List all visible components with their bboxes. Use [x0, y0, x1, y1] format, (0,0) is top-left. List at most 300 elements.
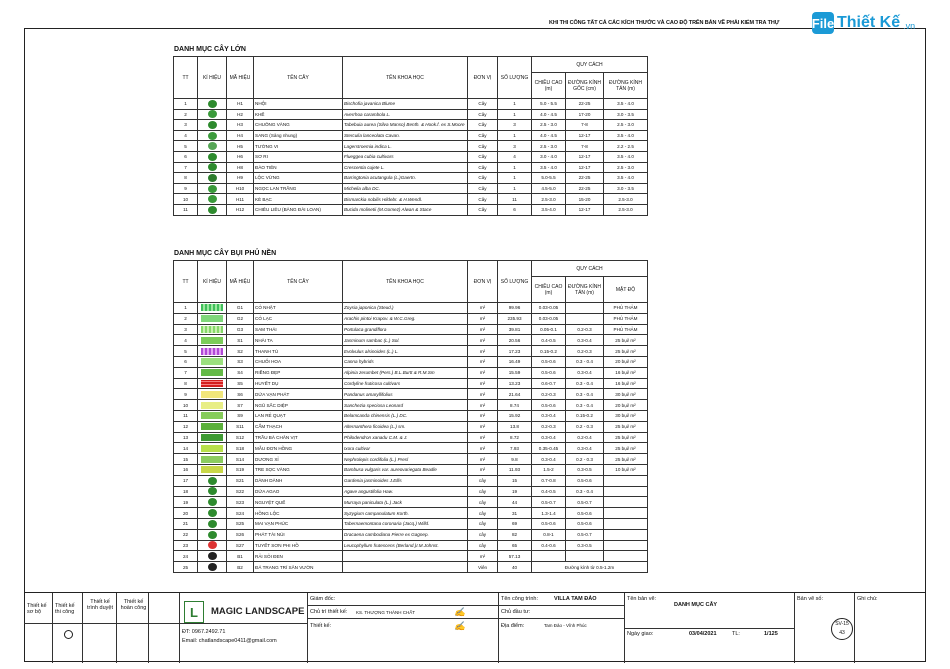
cell-symbol — [198, 421, 227, 432]
cell-tt: 5 — [174, 141, 198, 152]
cell-code: S26 — [227, 529, 254, 540]
cell-spec-2: 0.5-0.6 — [566, 508, 604, 519]
table-row — [174, 324, 648, 335]
cell-spec-3: 2.5 - 3.0 — [604, 120, 648, 131]
col-symbol: KÍ HIỆU — [198, 261, 227, 303]
cell-spec-2: 22-25 — [566, 173, 604, 184]
cell-qty: 1 — [498, 162, 532, 173]
plant-symbol-icon — [208, 541, 217, 549]
cell-qty: 1 — [498, 183, 532, 194]
cell-unit: cây — [468, 486, 498, 497]
cell-name: SƠ RI — [254, 151, 343, 162]
cell-spec-1: 2.5 - 3.0 — [532, 141, 566, 152]
cell-spec-1: 0.4-0.5 — [532, 335, 566, 346]
cell-code: H2 — [227, 109, 254, 120]
cell-scientific: Bucida molinetii (M.Gomez) Alwan & Stace — [343, 204, 468, 215]
cell-code: S21 — [227, 475, 254, 486]
cell-qty: 8.74 — [498, 400, 532, 411]
cell-name: TUYẾT SƠN PHI HỒ — [254, 540, 343, 551]
cell-spec-3: 25 bụi/ m² — [604, 335, 648, 346]
cell-tt: 16 — [174, 464, 198, 475]
plant-symbol-icon — [201, 304, 223, 311]
cell-name: KHẾ — [254, 109, 343, 120]
cell-unit: m² — [468, 346, 498, 357]
cell-name: DỨA AGAO — [254, 486, 343, 497]
cell-code: H3 — [227, 120, 254, 131]
plant-symbol-icon — [201, 315, 223, 322]
stage-approval: Thiết kế trình duyệt — [87, 599, 113, 611]
table-row — [174, 529, 648, 540]
cell-name: MẪU ĐƠN HỒNG — [254, 443, 343, 454]
cell-spec-3: 3.5 - 4.0 — [604, 151, 648, 162]
cell-scientific: Lagerstroemia indica L. — [343, 141, 468, 152]
company-phone: ĐT: 0967.2492.71 — [182, 629, 226, 635]
cell-scientific: Alpinia zerumbet (Pers.) B.L.Burtt & R.M.Sm — [343, 367, 468, 378]
cell-scientific: Agave angustifolia Haw. — [343, 486, 468, 497]
table-row — [174, 346, 648, 357]
cell-unit: cây — [468, 508, 498, 519]
cell-code: S3 — [227, 356, 254, 367]
plant-symbol-icon — [208, 100, 217, 108]
cell-unit: Cây — [468, 141, 498, 152]
cell-symbol — [198, 464, 227, 475]
table-row — [174, 562, 648, 573]
cell-name: SAM THÁI — [254, 324, 343, 335]
cell-spec-2: 0.15-0.2 — [566, 410, 604, 421]
cell-code: G3 — [227, 324, 254, 335]
cell-symbol — [198, 99, 227, 110]
cell-spec-1: 4.5-5.0 — [532, 183, 566, 194]
cell-unit: cây — [468, 529, 498, 540]
cell-unit: m² — [468, 400, 498, 411]
plant-symbol-icon — [208, 520, 217, 528]
cell-spec-1: 0.8-1 — [532, 529, 566, 540]
top-note: KHI THI CÔNG TẤT CẢ CÁC KÍCH THƯỚC VÀ CAO ĐỘ TRÊN BẢN VẼ PHẢI KIỂM TRA THỰ — [549, 20, 780, 26]
cell-spec-2: 22-25 — [566, 99, 604, 110]
scale-label: TL: — [732, 631, 740, 637]
cell-symbol — [198, 454, 227, 465]
table-row — [174, 120, 648, 131]
plant-symbol-icon — [208, 563, 217, 571]
cell-spec-2: 0.3-0.4 — [566, 335, 604, 346]
cell-unit: m² — [468, 432, 498, 443]
plant-symbol-icon — [201, 369, 223, 376]
cell-spec-2: 0.3-0.4 — [566, 443, 604, 454]
cell-qty: 3 — [498, 120, 532, 131]
cell-unit: cây — [468, 518, 498, 529]
plant-symbol-icon — [208, 174, 217, 182]
cell-scientific: Nephrolepis cordifolia (L.) Presl — [343, 454, 468, 465]
cell-name: CỎ LẠC — [254, 313, 343, 324]
cell-spec-1: 1.3-1.4 — [532, 508, 566, 519]
cell-symbol — [198, 562, 227, 573]
cell-qty: 7.93 — [498, 443, 532, 454]
cell-tt: 4 — [174, 335, 198, 346]
cell-qty: 6 — [498, 204, 532, 215]
plant-symbol-icon — [208, 132, 217, 140]
cell-unit: m² — [468, 421, 498, 432]
cell-tt: 18 — [174, 486, 198, 497]
cell-symbol — [198, 335, 227, 346]
cell-unit: Cây — [468, 204, 498, 215]
cell-qty: 17.23 — [498, 346, 532, 357]
cell-code: S14 — [227, 454, 254, 465]
cell-spec-1: 0.4-0.5 — [532, 486, 566, 497]
watermark-suffix: .vn — [903, 21, 916, 31]
cell-code: S1 — [227, 335, 254, 346]
cell-symbol — [198, 486, 227, 497]
cell-spec-2: 12-17 — [566, 162, 604, 173]
director-label: Giám đốc: — [310, 596, 336, 602]
cell-unit: m² — [468, 303, 498, 314]
shrub-table — [173, 260, 648, 573]
cell-name: HỒNG LỘC — [254, 508, 343, 519]
cell-symbol — [198, 313, 227, 324]
cell-code: S6 — [227, 389, 254, 400]
cell-unit: cây — [468, 497, 498, 508]
cell-scientific: Syzygium campanulatum Korth. — [343, 508, 468, 519]
cell-tt: 13 — [174, 432, 198, 443]
cell-tt: 7 — [174, 162, 198, 173]
table-row — [174, 313, 648, 324]
cell-spec-1: 3.0 - 4.0 — [532, 151, 566, 162]
cell-spec-1: 3.5-4.0 — [532, 204, 566, 215]
cell-spec-1: Đường kính từ 0.5-1.2m — [532, 562, 648, 573]
plant-symbol-icon — [208, 498, 217, 506]
cell-code: S11 — [227, 421, 254, 432]
cell-unit: cây — [468, 540, 498, 551]
cell-code: H5 — [227, 141, 254, 152]
table-row — [174, 173, 648, 184]
cell-spec-3: 20 bụi/ m² — [604, 400, 648, 411]
cell-spec-3 — [604, 518, 648, 529]
cell-spec-3: 2.5-3.0 — [604, 204, 648, 215]
cell-code: S12 — [227, 432, 254, 443]
cell-code: S25 — [227, 518, 254, 529]
cell-symbol — [198, 540, 227, 551]
cell-code: H11 — [227, 194, 254, 205]
cell-qty: 235.93 — [498, 313, 532, 324]
table-row — [174, 497, 648, 508]
cell-name: CỎ NHẬT — [254, 303, 343, 314]
cell-spec-3: 10 bụi/ m² — [604, 464, 648, 475]
cell-scientific: Dracaena cambodiana Pierre ex Gagnep. — [343, 529, 468, 540]
cell-spec-2: 0.2 - 0.3 — [566, 421, 604, 432]
cell-scientific: Jasminum sambac (L.) Sol. — [343, 335, 468, 346]
cell-spec-1: 0.3-0.4 — [532, 432, 566, 443]
cell-qty: 69 — [498, 518, 532, 529]
cell-scientific: Belamcanda chinensis (L.) DC. — [343, 410, 468, 421]
cell-tt: 2 — [174, 313, 198, 324]
cell-spec-2: 7-8 — [566, 120, 604, 131]
cell-spec-2: 0.3 - 0.4 — [566, 389, 604, 400]
table1-title: DANH MỤC CÂY LỚN — [174, 46, 246, 53]
cell-symbol — [198, 162, 227, 173]
cell-unit: m² — [468, 313, 498, 324]
cell-spec-3: 3.5 - 4.0 — [604, 173, 648, 184]
cell-tt: 1 — [174, 303, 198, 314]
cell-qty: 44 — [498, 497, 532, 508]
cell-scientific: Evolvulus alsinoides (L.) L. — [343, 346, 468, 357]
issue-date: 03/04/2021 — [689, 631, 717, 637]
cell-tt: 6 — [174, 151, 198, 162]
notes-label: Ghi chú: — [857, 596, 878, 602]
cell-name: ĐÀO TIÊN — [254, 162, 343, 173]
cell-symbol — [198, 378, 227, 389]
cell-code: S18 — [227, 443, 254, 454]
cell-spec-1: 0.3-0.4 — [532, 410, 566, 421]
cell-scientific: Cordyline fruticosa cultivars — [343, 378, 468, 389]
cell-scientific: Arachis pintoi Krapov. & W.C.Greg. — [343, 313, 468, 324]
cell-spec-1: 0.03-0.05 — [532, 303, 566, 314]
plant-symbol-icon — [208, 487, 217, 495]
cell-symbol — [198, 194, 227, 205]
cell-code: S24 — [227, 508, 254, 519]
cell-name: RẢI SỎI ĐEN — [254, 551, 343, 562]
cell-name: MAI VẠN PHÚC — [254, 518, 343, 529]
cell-spec-1: 4.0 - 4.5 — [532, 130, 566, 141]
cell-scientific: Bischofia javanica Blume — [343, 99, 468, 110]
cell-name: NHÀI TA — [254, 335, 343, 346]
cell-symbol — [198, 303, 227, 314]
cell-scientific: Sanchezia speciosa Leonard — [343, 400, 468, 411]
plant-symbol-icon — [208, 477, 217, 485]
cell-symbol — [198, 130, 227, 141]
cell-spec-1: 0.5-0.6 — [532, 518, 566, 529]
cell-scientific: Ixora cultivar — [343, 443, 468, 454]
cell-qty: 9.8 — [498, 454, 532, 465]
cell-spec-3: 16 bụi/ m² — [604, 378, 648, 389]
cell-spec-3: 25 bụi/ m² — [604, 454, 648, 465]
table-row — [174, 356, 648, 367]
col-code: MÃ HIỆU — [227, 261, 254, 303]
cell-name: DỨA VẠN PHÁT — [254, 389, 343, 400]
cell-spec-1: 0.35-0.45 — [532, 443, 566, 454]
cell-tt: 15 — [174, 454, 198, 465]
plant-symbol-icon — [208, 552, 217, 560]
cell-tt: 11 — [174, 204, 198, 215]
stage-asbuilt: Thiết kế hoàn công — [120, 599, 147, 611]
table-row — [174, 303, 648, 314]
table-row — [174, 540, 648, 551]
cell-spec-3: 30 bụi/ m² — [604, 389, 648, 400]
col-qty: SỐ LƯỢNG — [498, 57, 532, 99]
cell-spec-1: 2.5-3.0 — [532, 194, 566, 205]
cell-unit: Cây — [468, 130, 498, 141]
cell-qty: 82 — [498, 529, 532, 540]
table-row — [174, 109, 648, 120]
cell-spec-1: 0.6-0.7 — [532, 378, 566, 389]
location-value: Tam Đảo - Vĩnh Phúc — [544, 623, 587, 628]
cell-spec-3: 3.5 - 4.0 — [604, 99, 648, 110]
cell-scientific: Leucophyllum frutescens (Berland.)I.M.Johnst. — [343, 540, 468, 551]
cell-unit: m² — [468, 389, 498, 400]
cell-qty: 15.92 — [498, 410, 532, 421]
drawing-no-sheet: 43 — [839, 630, 845, 636]
cell-unit: Cây — [468, 183, 498, 194]
cell-code: S9 — [227, 410, 254, 421]
cell-scientific: Bambusa vulgaris var. aureovariegata Beadle — [343, 464, 468, 475]
cell-code: S4 — [227, 367, 254, 378]
cell-spec-1: 0.15-0.2 — [532, 346, 566, 357]
cell-spec-2: 22-25 — [566, 183, 604, 194]
cell-spec-1: 2.5 - 3.0 — [532, 120, 566, 131]
cell-qty: 13.23 — [498, 378, 532, 389]
plant-symbol-icon — [208, 206, 217, 214]
cell-spec-1: 0.5-0.6 — [532, 356, 566, 367]
cell-spec-2: 0.5-0.6 — [566, 475, 604, 486]
cell-name: LỘC VỪNG — [254, 173, 343, 184]
cell-unit: m² — [468, 454, 498, 465]
table-row — [174, 464, 648, 475]
col-canopy: ĐƯỜNG KÍNH TÁN (m) — [604, 73, 648, 99]
cell-spec-2: 0.3-0.5 — [566, 540, 604, 551]
cell-spec-3 — [604, 540, 648, 551]
cell-scientific: Canna hybrids — [343, 356, 468, 367]
cell-spec-1: 0.05-0.1 — [532, 324, 566, 335]
col-name: TÊN CÂY — [254, 57, 343, 99]
lead-designer-name: KS. THƯỢNG THÀNH CHẤT — [356, 610, 416, 615]
cell-qty: 20.56 — [498, 335, 532, 346]
drawing-name: DANH MỤC CÂY — [674, 602, 718, 608]
cell-symbol — [198, 183, 227, 194]
cell-qty: 4 — [498, 151, 532, 162]
table-row — [174, 141, 648, 152]
cell-code: S22 — [227, 486, 254, 497]
cell-symbol — [198, 356, 227, 367]
cell-spec-1: 0.5-0.7 — [532, 497, 566, 508]
cell-qty: 15 — [498, 475, 532, 486]
cell-unit: Viên — [468, 562, 498, 573]
cell-symbol — [198, 400, 227, 411]
cell-spec-3: 16 bụi/ m² — [604, 367, 648, 378]
cell-spec-1: 0.3-0.4 — [532, 454, 566, 465]
cell-spec-3: 25 bụi/ m² — [604, 443, 648, 454]
cell-name: PHÁT TÀI NÚI — [254, 529, 343, 540]
plant-symbol-icon — [208, 110, 217, 118]
cell-name: NGUYỆT QUẾ — [254, 497, 343, 508]
cell-spec-3: 2.5-3.0 — [604, 194, 648, 205]
cell-unit: Cây — [468, 173, 498, 184]
col-unit: ĐƠN VỊ — [468, 57, 498, 99]
cell-unit: m² — [468, 367, 498, 378]
table-row — [174, 421, 648, 432]
cell-spec-3: 25 bụi/ m² — [604, 421, 648, 432]
plant-symbol-icon — [208, 185, 217, 193]
designer-label: Thiết kế: — [310, 623, 332, 629]
cell-symbol — [198, 151, 227, 162]
cell-spec-2: 17-20 — [566, 109, 604, 120]
stage-preliminary: Thiết kế sơ bộ — [27, 603, 47, 615]
cell-tt: 23 — [174, 540, 198, 551]
cell-name: DƯƠNG XỈ — [254, 454, 343, 465]
cell-symbol — [198, 141, 227, 152]
cell-spec-1 — [532, 551, 566, 562]
cell-qty: 13.8 — [498, 421, 532, 432]
cell-symbol — [198, 367, 227, 378]
cell-spec-3 — [604, 508, 648, 519]
cell-scientific: Zoysia japonica (Steud.) — [343, 303, 468, 314]
cell-spec-2: 0.2 - 0.3 — [566, 454, 604, 465]
table-row — [174, 378, 648, 389]
cell-tt: 1 — [174, 99, 198, 110]
cell-spec-2: 15-20 — [566, 194, 604, 205]
issue-date-label: Ngày giao: — [627, 631, 654, 637]
cell-scientific: Pandanus amaryllifolius — [343, 389, 468, 400]
plant-symbol-icon — [201, 445, 223, 452]
cell-unit: Cây — [468, 120, 498, 131]
table-row — [174, 204, 648, 215]
cell-spec-1: 5.0 - 5.5 — [532, 99, 566, 110]
cell-spec-2: 12-17 — [566, 204, 604, 215]
cell-spec-2: 12-17 — [566, 130, 604, 141]
cell-spec-2 — [566, 313, 604, 324]
cell-spec-2: 0.5-0.7 — [566, 497, 604, 508]
table-row — [174, 454, 648, 465]
cell-qty: 31 — [498, 508, 532, 519]
cell-symbol — [198, 529, 227, 540]
cell-symbol — [198, 551, 227, 562]
table-row — [174, 551, 648, 562]
cell-spec-2: 0.3 - 0.4 — [566, 486, 604, 497]
cell-spec-3: 2.2 - 2.5 — [604, 141, 648, 152]
signature-2: ✍ — [454, 621, 466, 631]
cell-spec-3 — [604, 486, 648, 497]
table-row — [174, 130, 648, 141]
cell-code: H9 — [227, 173, 254, 184]
cell-unit: m² — [468, 464, 498, 475]
cell-spec-3 — [604, 529, 648, 540]
cell-qty: 99.96 — [498, 303, 532, 314]
company-name: MAGIC LANDSCAPE — [211, 606, 305, 617]
cell-spec-2: 0.5-0.6 — [566, 518, 604, 529]
cell-name: THANH TÚ — [254, 346, 343, 357]
cell-scientific: Barringtonia acutangula (L.)Gaertn. — [343, 173, 468, 184]
drawing-name-label: Tên bản vẽ: — [627, 596, 657, 602]
cell-name: LAN RẺ QUẠT — [254, 410, 343, 421]
plant-symbol-icon — [208, 195, 217, 203]
cell-name: CHUỐI HOA — [254, 356, 343, 367]
cell-symbol — [198, 497, 227, 508]
cell-spec-1: 0.2-0.3 — [532, 389, 566, 400]
table-row — [174, 183, 648, 194]
cell-spec-3: 25 bụi/ m² — [604, 432, 648, 443]
col-density: MẬT ĐỘ — [604, 277, 648, 303]
table-row — [174, 400, 648, 411]
plant-symbol-icon — [201, 391, 223, 398]
cell-tt: 5 — [174, 346, 198, 357]
signature-1: ✍ — [454, 607, 466, 617]
cell-name: TƯỜNG VI — [254, 141, 343, 152]
cell-spec-3: 30 bụi/ m² — [604, 410, 648, 421]
cell-spec-1: 0.5-0.6 — [532, 367, 566, 378]
cell-qty: 21.64 — [498, 389, 532, 400]
cell-symbol — [198, 109, 227, 120]
col-scientific: TÊN KHOA HỌC — [343, 57, 468, 99]
col-spec: QUY CÁCH — [532, 57, 648, 73]
col-spec: QUY CÁCH — [532, 261, 648, 277]
cell-unit: Cây — [468, 194, 498, 205]
col-symbol: KÍ HIỆU — [198, 57, 227, 99]
plant-symbol-icon — [201, 326, 223, 333]
cell-spec-2 — [566, 303, 604, 314]
cell-spec-2: 0.5-0.7 — [566, 529, 604, 540]
cell-code: H8 — [227, 162, 254, 173]
cell-symbol — [198, 410, 227, 421]
col-name: TÊN CÂY — [254, 261, 343, 303]
cell-tt: 17 — [174, 475, 198, 486]
watermark-badge: File — [812, 12, 834, 34]
